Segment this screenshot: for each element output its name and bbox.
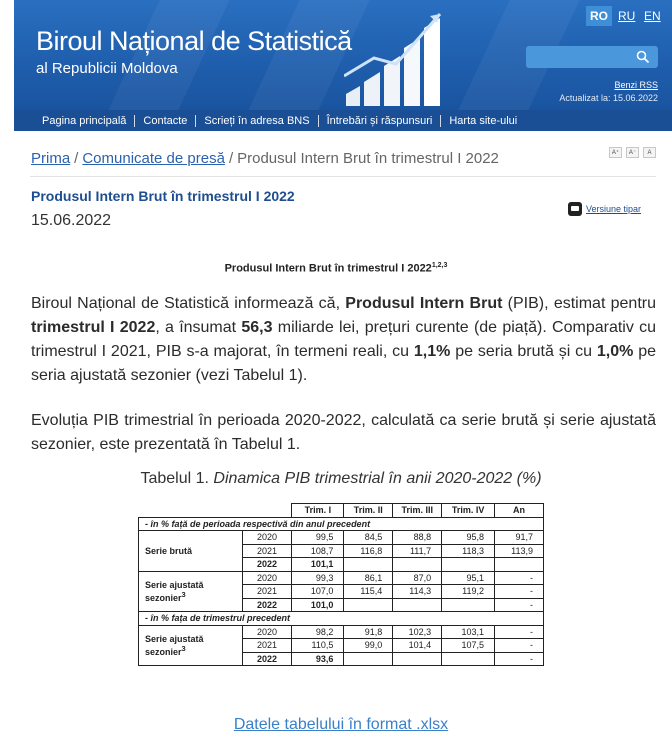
- table-section-row: [139, 612, 544, 626]
- value-cell: [495, 558, 544, 572]
- table-header-row: [139, 504, 544, 518]
- value-cell: 101,0: [292, 598, 344, 612]
- breadcrumb: [31, 150, 499, 167]
- section-label: - în % față de perioada respectivă din anul precedent: [139, 517, 544, 531]
- nav-item-contacts[interactable]: Contacte: [135, 115, 196, 127]
- text-run: pe seria brută și cu: [450, 343, 597, 360]
- value-cell: [442, 652, 495, 666]
- print-version-button[interactable]: [568, 202, 641, 216]
- nav-item-faq[interactable]: Întrebări și răspunsuri: [319, 115, 442, 127]
- row-group-label: Serie brută: [139, 531, 243, 572]
- printer-icon[interactable]: [568, 202, 582, 216]
- value-cell: 95,1: [442, 571, 495, 585]
- year-cell: 2022: [242, 598, 292, 612]
- value-cell: 101,1: [292, 558, 344, 572]
- nav-item-write[interactable]: Scrieți în adresa BNS: [196, 115, 318, 127]
- year-cell: 2020: [242, 625, 292, 639]
- value-cell: [393, 558, 442, 572]
- last-updated: Actualizat la: 15.06.2022: [559, 93, 658, 103]
- table-section-row: [139, 517, 544, 531]
- text-run: miliarde lei, prețuri curente (de piață). Comparativ cu trimestrul I 2021, PIB s-a majorat, în termeni reali, cu: [31, 319, 656, 360]
- text-run-bold: 56,3: [241, 319, 273, 336]
- value-cell: 91,8: [344, 625, 393, 639]
- font-reset-button[interactable]: A: [643, 147, 656, 158]
- value-cell: 107,5: [442, 639, 495, 653]
- value-cell: -: [495, 652, 544, 666]
- value-cell: 84,5: [344, 531, 393, 545]
- breadcrumb-home-link[interactable]: Prima: [31, 150, 71, 167]
- value-cell: 102,3: [393, 625, 442, 639]
- caption-title: Dinamica PIB trimestrial în anii 2020-2022 (%): [213, 470, 542, 487]
- year-cell: 2021: [242, 639, 292, 653]
- value-cell: -: [495, 639, 544, 653]
- year-cell: 2021: [242, 585, 292, 599]
- value-cell: 115,4: [344, 585, 393, 599]
- value-cell: 87,0: [393, 571, 442, 585]
- value-cell: 119,2: [442, 585, 495, 599]
- print-version-label[interactable]: Versiune tipar: [586, 204, 642, 214]
- rss-link[interactable]: Benzi RSS: [614, 80, 658, 90]
- breadcrumb-section-link[interactable]: Comunicate de presă: [82, 150, 225, 167]
- value-cell: 99,3: [292, 571, 344, 585]
- value-cell: [344, 598, 393, 612]
- value-cell: 107,0: [292, 585, 344, 599]
- article-date: 15.06.2022: [31, 212, 112, 229]
- value-cell: 113,9: [495, 544, 544, 558]
- col-header: Trim. IV: [442, 504, 495, 518]
- value-cell: 95,8: [442, 531, 495, 545]
- value-cell: 88,8: [393, 531, 442, 545]
- col-header: Trim. III: [393, 504, 442, 518]
- section-label: - în % fața de trimestrul precedent: [139, 612, 544, 626]
- value-cell: 98,2: [292, 625, 344, 639]
- value-cell: [442, 598, 495, 612]
- year-cell: 2020: [242, 531, 292, 545]
- nav-item-sitemap[interactable]: Harta site-ului: [449, 114, 518, 127]
- font-increase-button[interactable]: A⁺: [609, 147, 622, 158]
- value-cell: -: [495, 571, 544, 585]
- text-run: (PIB), estimat pentru: [502, 295, 656, 312]
- value-cell: 99,5: [292, 531, 344, 545]
- caption-prefix: Tabelul 1.: [140, 470, 214, 487]
- value-cell: 114,3: [393, 585, 442, 599]
- paragraph-2: Evoluția PIB trimestrial în perioada 2020-2022, calculată ca serie brută și serie ajustată sezonier, este prezentată în Tabelul 1.: [31, 412, 656, 453]
- breadcrumb-separator: /: [228, 150, 234, 167]
- divider: [30, 176, 656, 177]
- value-cell: 93,6: [292, 652, 344, 666]
- search-icon[interactable]: [636, 50, 650, 64]
- row-group-label: Serie ajustată sezonier$^3$: [139, 571, 243, 612]
- value-cell: 108,7: [292, 544, 344, 558]
- year-cell: 2021: [242, 544, 292, 558]
- text-run-bold: 1,0%: [596, 343, 634, 360]
- subtitle-footnote-refs: 1,2,3: [431, 262, 448, 269]
- table-row: [139, 625, 544, 639]
- site-title[interactable]: Biroul Național de Statistică: [36, 26, 352, 56]
- col-header: Trim. I: [292, 504, 344, 518]
- bar-chart-logo-icon: [344, 6, 454, 108]
- value-cell: -: [495, 598, 544, 612]
- paragraph-1: [31, 292, 656, 388]
- table-row: [139, 531, 544, 545]
- value-cell: [344, 652, 393, 666]
- value-cell: 101,4: [393, 639, 442, 653]
- article-title: Produsul Intern Brut în trimestrul I 2022: [31, 188, 295, 204]
- year-cell: 2020: [242, 571, 292, 585]
- table-corner: [139, 504, 292, 518]
- search-input[interactable]: [526, 46, 658, 68]
- text-run-bold: Produsul Intern Brut: [345, 295, 503, 312]
- breadcrumb-separator: /: [74, 150, 79, 167]
- value-cell: 111,7: [393, 544, 442, 558]
- year-cell: 2022: [242, 652, 292, 666]
- text-run: Biroul Național de Statistică informează că,: [31, 295, 346, 312]
- breadcrumb-current: Produsul Intern Brut în trimestrul I 2022: [237, 150, 499, 167]
- value-cell: [344, 558, 393, 572]
- value-cell: 91,7: [495, 531, 544, 545]
- col-header: Trim. II: [344, 504, 393, 518]
- gdp-table: [138, 503, 544, 666]
- subtitle-text: Produsul Intern Brut în trimestrul I 2022: [224, 262, 432, 275]
- text-run: , a însumat: [155, 319, 242, 336]
- value-cell: 99,0: [344, 639, 393, 653]
- value-cell: -: [495, 625, 544, 639]
- nav-item-home[interactable]: Pagina principală: [34, 115, 135, 127]
- font-decrease-button[interactable]: A⁻: [626, 147, 639, 158]
- site-header: [14, 0, 672, 110]
- language-en[interactable]: EN: [644, 9, 661, 23]
- value-cell: [393, 598, 442, 612]
- year-cell: 2022: [242, 558, 292, 572]
- value-cell: 110,5: [292, 639, 344, 653]
- text-run: pe seria ajustată sezonier (vezi Tabelul 1).: [31, 343, 656, 384]
- language-ru[interactable]: RU: [618, 9, 636, 23]
- value-cell: [442, 558, 495, 572]
- value-cell: 103,1: [442, 625, 495, 639]
- value-cell: 118,3: [442, 544, 495, 558]
- text-run-bold: 1,1%: [413, 343, 451, 360]
- table-caption: [0, 470, 672, 488]
- row-group-label: Serie ajustată sezonier$^3$: [139, 625, 243, 666]
- site-subtitle: al Republicii Moldova: [36, 60, 178, 77]
- xlsx-download-link[interactable]: Datele tabelului în format .xlsx: [233, 716, 449, 733]
- value-cell: 86,1: [344, 571, 393, 585]
- value-cell: 116,8: [344, 544, 393, 558]
- value-cell: [393, 652, 442, 666]
- article-subtitle: [0, 262, 672, 275]
- main-nav: [14, 110, 672, 131]
- text-run-bold: trimestrul I 2022: [31, 319, 156, 336]
- col-header: An: [495, 504, 544, 518]
- value-cell: -: [495, 585, 544, 599]
- font-size-controls: [609, 147, 656, 158]
- table-row: [139, 571, 544, 585]
- language-ro[interactable]: RO: [586, 6, 612, 26]
